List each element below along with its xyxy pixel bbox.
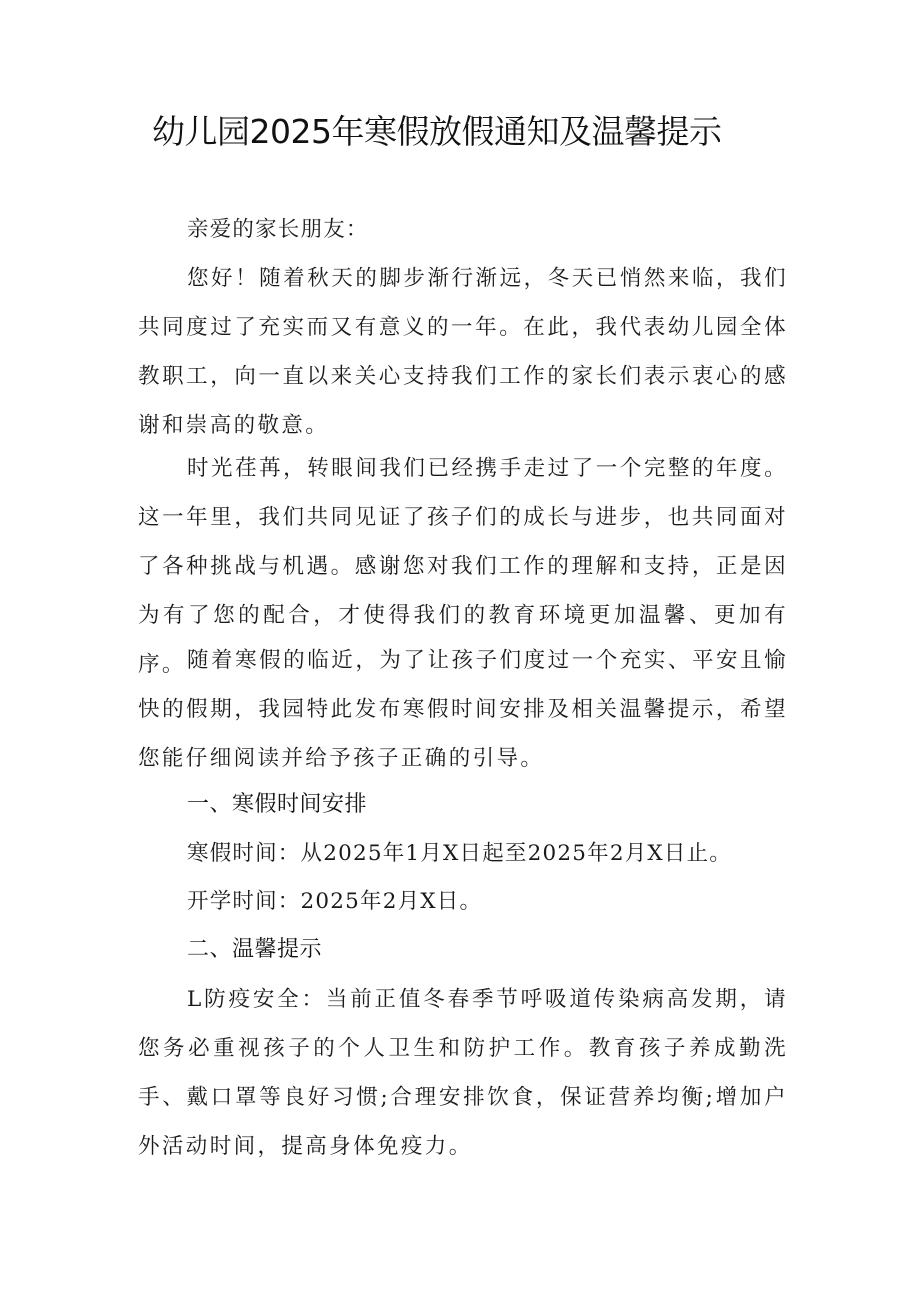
paragraph-1: 您好！随着秋天的脚步渐行渐远，冬天已悄然来临，我们共同度过了充实而又有意义的一年。在此，我代表幼儿园全体教职工，向一直以来关心支持我们工作的家长们表示衷心的感谢和崇高的敬意。 <box>138 266 788 438</box>
tip-epidemic-safety: L防疫安全：当前正值冬春季节呼吸道传染病高发期，请您务必重视孩子的个人卫生和防护工作。教育孩子养成勤洗手、戴口罩等良好习惯;合理安排饮食，保证营养均衡;增加户外活动时间，提高身体免疫力。 <box>138 987 788 1159</box>
paragraph-3: 随着寒假的临近，为了让孩子们度过一个充实、平安且愉快的假期，我园特此发布寒假时间安排及相关温馨提示，希望您能仔细阅读并给予孩子正确的引导。 <box>138 648 788 771</box>
document-title: 幼儿园2025年寒假放假通知及温馨提示 <box>152 112 722 151</box>
holiday-time: 寒假时间：从2025年1月X日起至2025年2月X日止。 <box>187 841 733 866</box>
paragraph-2: 时光荏苒，转眼间我们已经携手走过了一个完整的年度。这一年里，我们共同见证了孩子们的成长与进步，也共同面对了各种挑战与机遇。感谢您对我们工作的理解和支持，正是因为有了您的配合，才使得我们的教育环境更加温馨、更加有序。 <box>138 456 788 677</box>
school-start-time: 开学时间：2025年2月X日。 <box>187 889 483 914</box>
section-heading-tips: 二、温馨提示 <box>187 937 323 962</box>
section-heading-holiday-schedule: 一、寒假时间安排 <box>187 792 368 817</box>
greeting: 亲爱的家长朋友： <box>187 217 369 242</box>
